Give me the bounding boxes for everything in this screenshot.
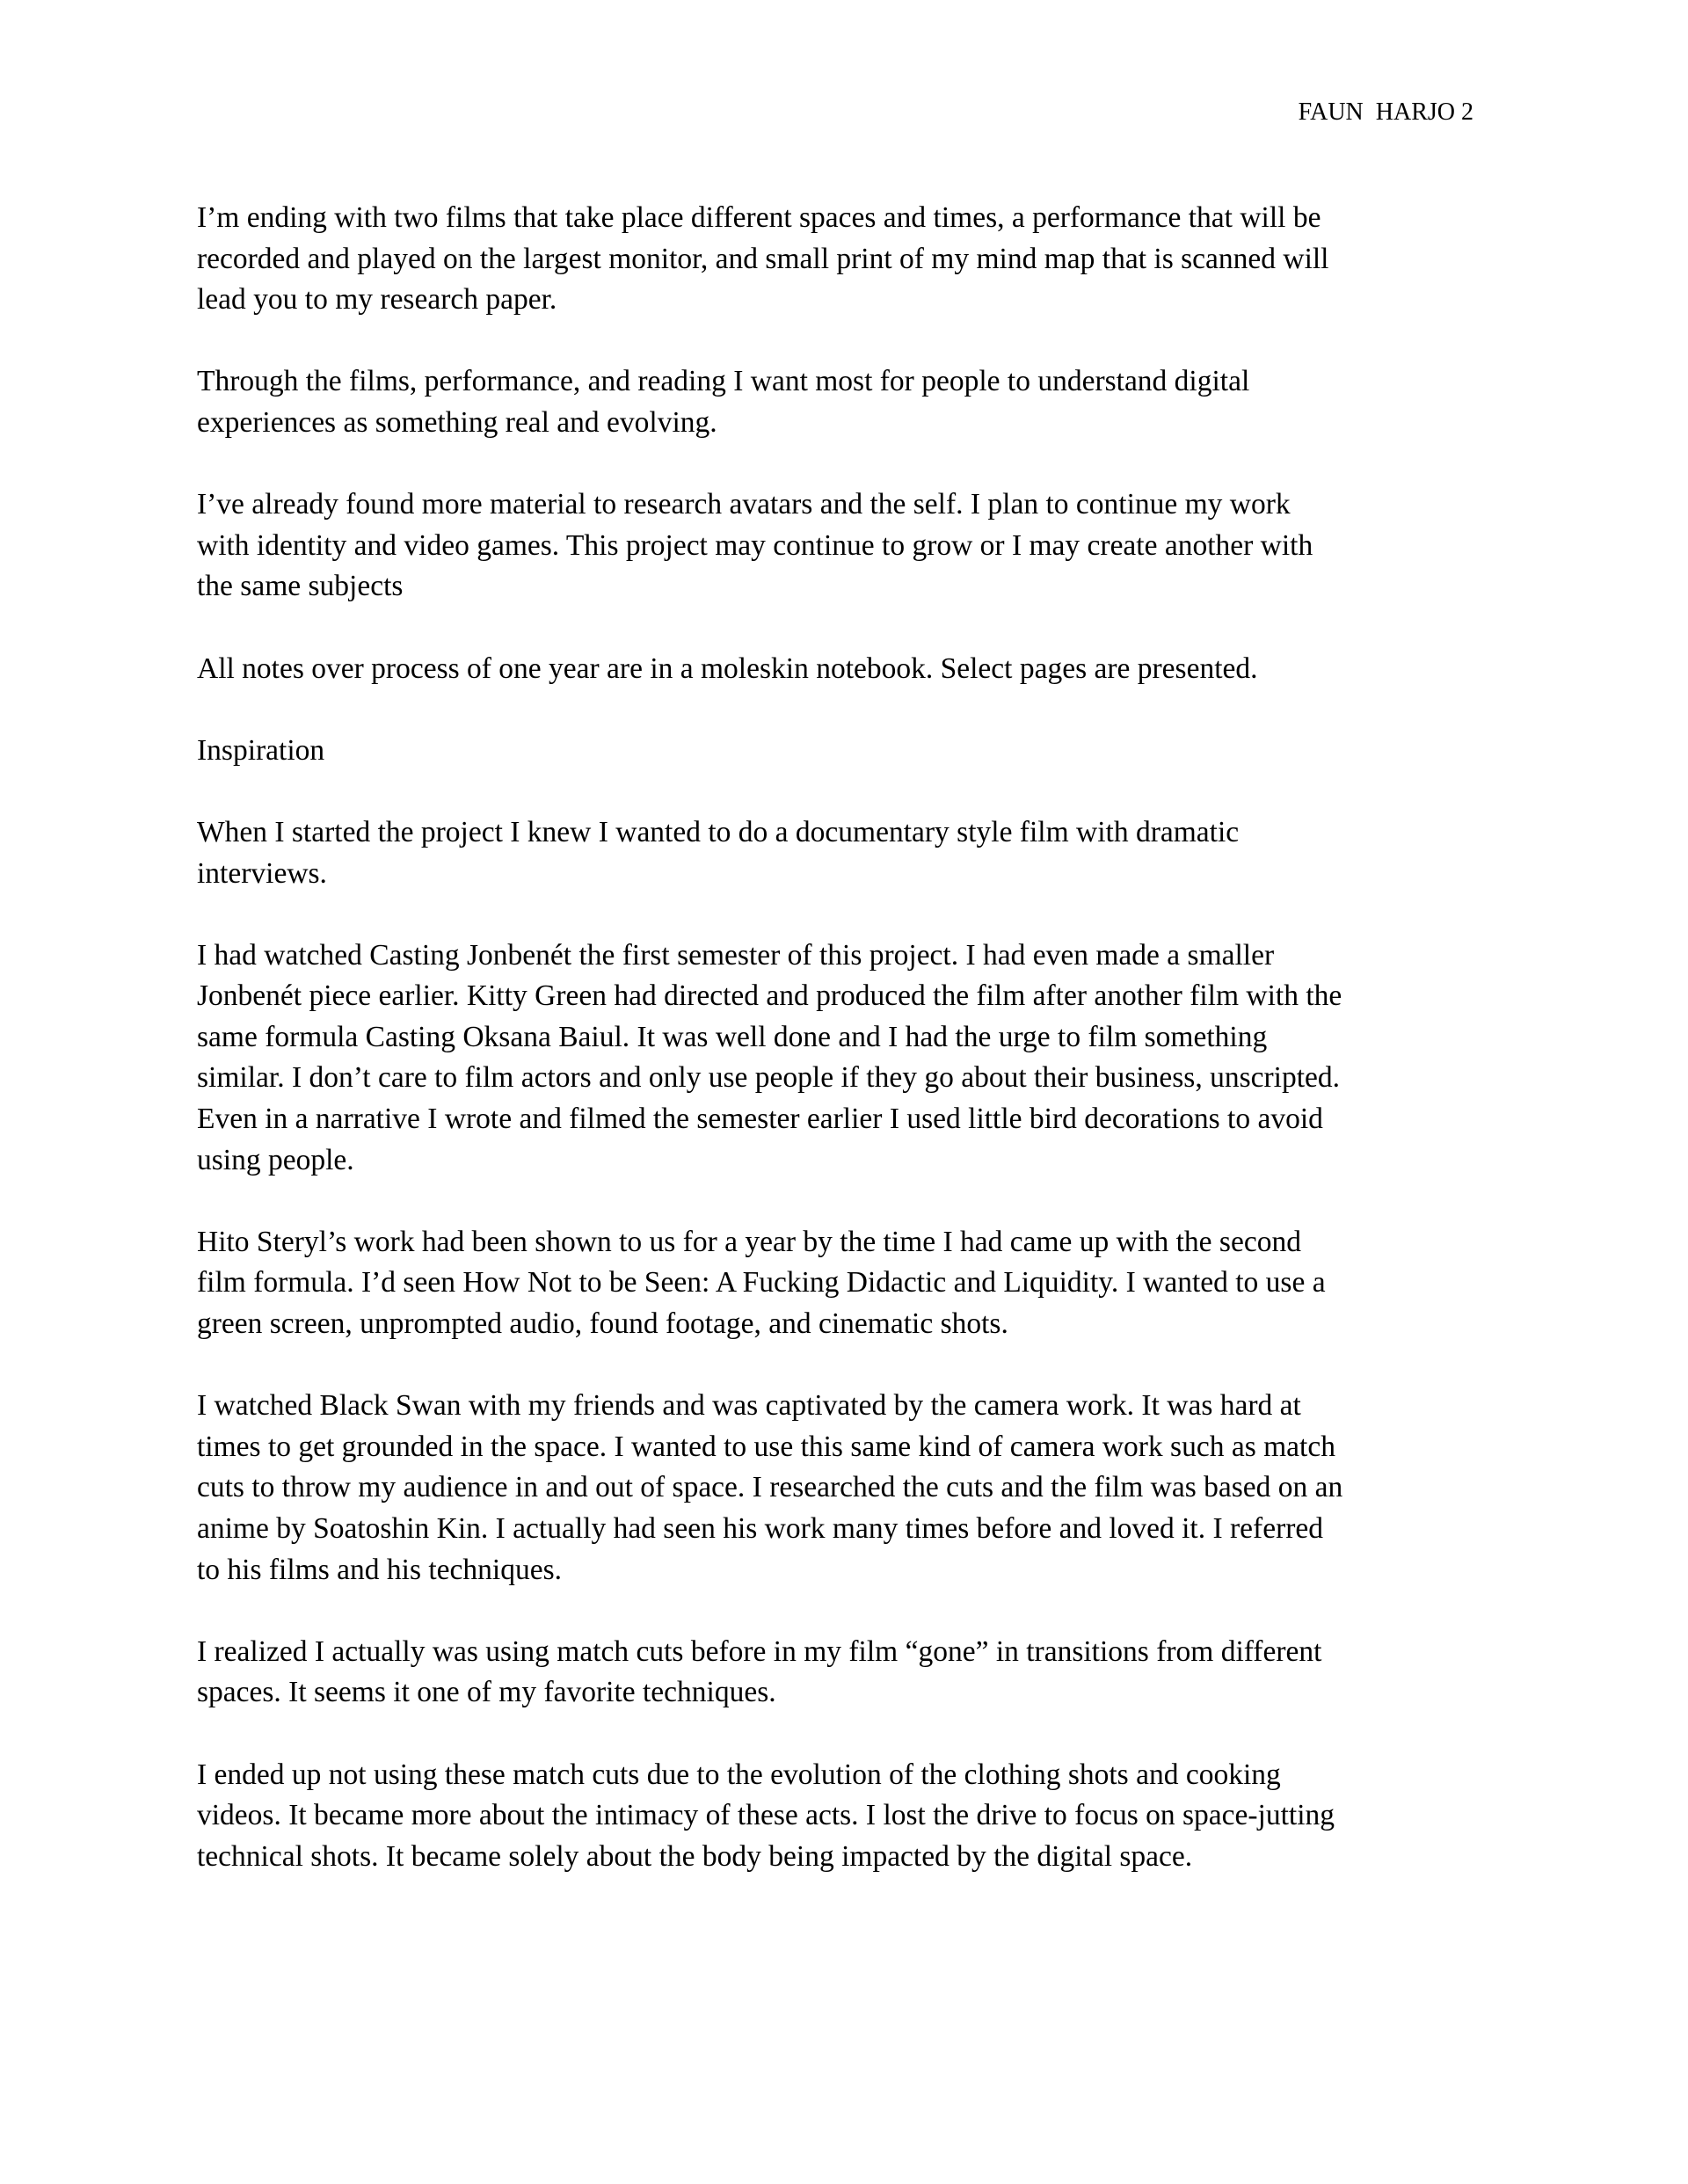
text-line: I’m ending with two films that take place different spaces and times, a performance that will be [197,201,1321,234]
text-line: experiences as something real and evolving. [197,405,717,439]
paragraph-spacer [197,321,1516,362]
paragraph [197,1755,1516,1878]
paragraph [197,935,1516,1182]
text-line: technical shots. It became solely about the body being impacted by the digital space. [197,1839,1193,1873]
paragraph [197,1222,1516,1345]
text-line: similar. I don’t care to film actors and only use people if they go about their business, unscripted. [197,1061,1341,1095]
text-line: All notes over process of one year are in a moleskin notebook. Select pages are presented. [197,652,1258,685]
paragraph [197,198,1516,321]
text-line: I ended up not using these match cuts due to the evolution of the clothing shots and cooking [197,1758,1281,1791]
text-line: green screen, unprompted audio, found footage, and cinematic shots. [197,1307,1008,1341]
text-line: anime by Soatoshin Kin. I actually had seen his work many times before and loved it. I referred [197,1512,1323,1545]
paragraph [197,1632,1516,1714]
text-line: Even in a narrative I wrote and filmed the semester earlier I used little bird decorations to avoid [197,1103,1323,1136]
paragraph-spacer [197,1181,1516,1222]
text-line: I’ve already found more material to research avatars and the self. I plan to continue my work [197,488,1291,521]
paragraph [197,812,1516,894]
text-line: videos. It became more about the intimacy of these acts. I lost the drive to focus on space-jutting [197,1799,1335,1832]
text-line: Inspiration [197,733,325,767]
text-line: the same subjects [197,570,404,603]
paragraph-spacer [197,608,1516,649]
section-heading-inspiration [197,731,1516,772]
text-line: recorded and played on the largest monitor, and small print of my mind map that is scanned will [197,242,1329,275]
text-line: cuts to throw my audience in and out of space. I researched the cuts and the film was based on an [197,1471,1343,1504]
text-line: Through the films, performance, and reading I want most for people to understand digital [197,365,1250,398]
text-line: When I started the project I knew I wanted to do a documentary style film with dramatic [197,815,1240,848]
paragraph-spacer [197,444,1516,485]
running-head: FAUN HARJO 2 [1298,98,1473,126]
paragraph [197,484,1516,608]
paragraph [197,361,1516,443]
document-body [197,198,1516,1877]
paragraph [197,1386,1516,1591]
text-line: I realized I actually was using match cuts before in my film “gone” in transitions from different [197,1634,1322,1668]
text-line: times to get grounded in the space. I wanted to use this same kind of camera work such as match [197,1430,1335,1463]
paragraph-spacer [197,894,1516,935]
paragraph [197,649,1516,690]
text-line: using people. [197,1143,354,1176]
text-line: Jonbenét piece earlier. Kitty Green had directed and produced the film after another film with the [197,979,1342,1013]
text-line: film formula. I’d seen How Not to be Seen: A Fucking Didactic and Liquidity. I wanted to use a [197,1266,1326,1299]
text-line: I had watched Casting Jonbenét the first semester of this project. I had even made a smaller [197,938,1275,972]
text-line: interviews. [197,856,327,890]
text-line: Hito Steryl’s work had been shown to us for a year by the time I had came up with the second [197,1225,1301,1258]
paragraph-spacer [197,689,1516,731]
paragraph-spacer [197,771,1516,812]
paragraph-spacer [197,1591,1516,1632]
text-line: spaces. It seems it one of my favorite techniques. [197,1676,776,1709]
text-line: to his films and his techniques. [197,1553,562,1586]
paragraph-spacer [197,1714,1516,1755]
text-line: with identity and video games. This project may continue to grow or I may create another with [197,528,1313,562]
text-line: lead you to my research paper. [197,283,557,317]
text-line: same formula Casting Oksana Baiul. It was well done and I had the urge to film something [197,1020,1268,1053]
text-line: I watched Black Swan with my friends and was captivated by the camera work. It was hard at [197,1389,1301,1423]
paragraph-spacer [197,1345,1516,1387]
